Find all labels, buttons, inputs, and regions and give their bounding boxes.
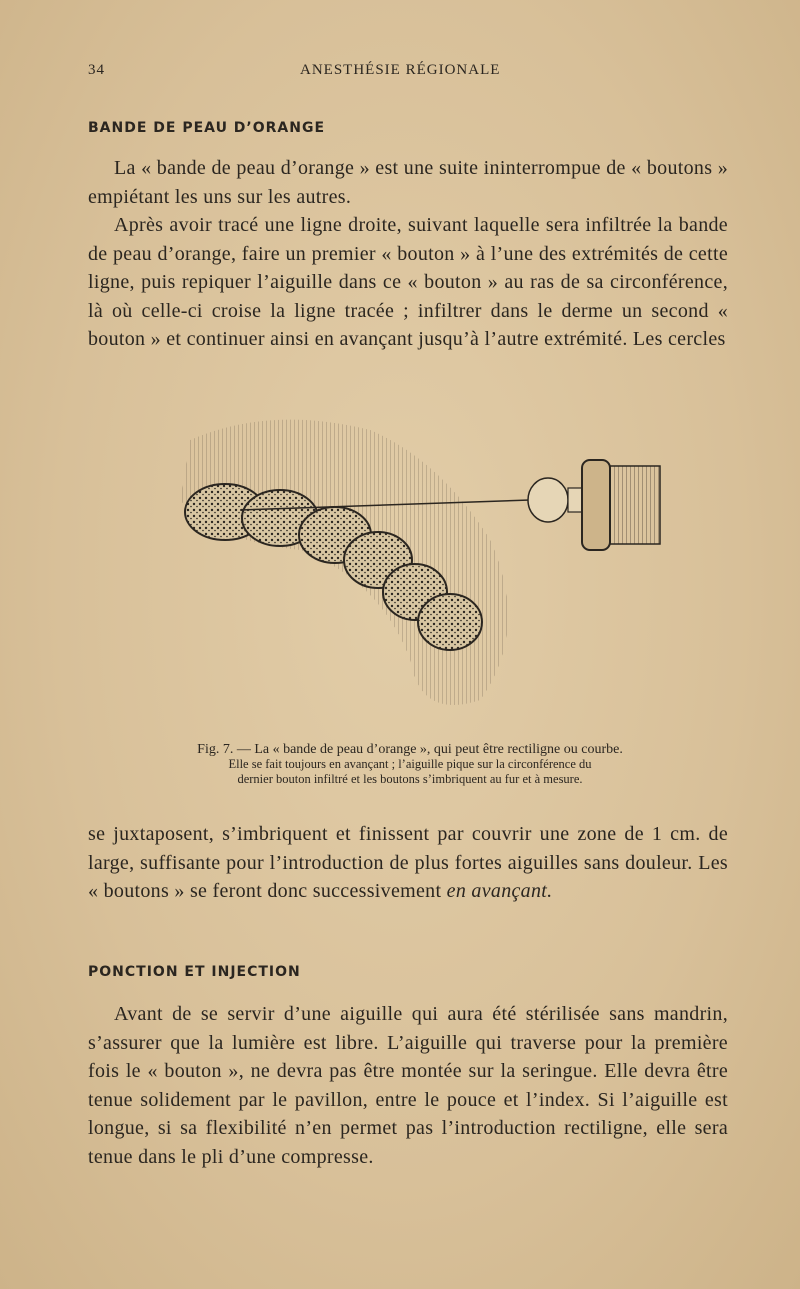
syringe-collar: [582, 460, 610, 550]
section1-body: [88, 154, 728, 354]
wheal: [418, 594, 482, 650]
section-heading-ponction: PONCTION ET INJECTION: [88, 964, 301, 980]
section-heading-bande: BANDE DE PEAU D’ORANGE: [88, 120, 326, 136]
paragraph: Avant de se servir d’une aiguille qui aura été stérilisée sans mandrin, s’assurer que la lumière est libre. L’aiguille qui traverse pour la première fois le « bouton », ne devra pas être montée sur la seringue. Elle devra être tenue solidement par le pavillon, entre le pouce et l’index. Si l’aiguille est longue, si sa flexibilité n’en permet pas l’introduction rectiligne, elle sera tenue dans le pli d’une compresse.: [88, 1003, 728, 1168]
figure-illustration: [150, 400, 670, 725]
paragraph: Après avoir tracé une ligne droite, suivant laquelle sera infiltrée la bande de peau d’orange, faire un premier « bouton » à l’une des extrémités de cette ligne, puis repiquer l’aiguille dans ce « bouton » au ras de sa circonférence, là où celle-ci croise la ligne tracée ; infiltrer dans le derme un second « bouton » et continuer ainsi en avançant jusqu’à l’autre extrémité. Les cercles: [88, 214, 728, 350]
running-title: ANESTHÉSIE RÉGIONALE: [300, 62, 501, 78]
paragraph: [88, 820, 728, 906]
continuation-italic: en avançant.: [446, 880, 553, 902]
page-number: 34: [88, 62, 105, 78]
figure-caption: [120, 742, 700, 787]
syringe-barrel: [610, 466, 660, 544]
caption-line: Elle se fait toujours en avançant ; l’aiguille pique sur la circonférence du: [228, 757, 592, 771]
continuation-body: [88, 820, 728, 906]
section2-body: [88, 1000, 728, 1171]
caption-line: Fig. 7. — La « bande de peau d’orange », qui peut être rectiligne ou courbe.: [197, 742, 623, 757]
paragraph: La « bande de peau d’orange » est une suite ininterrompue de « boutons » empiétant les uns sur les autres.: [88, 157, 728, 208]
caption-line: dernier bouton infiltré et les boutons s’imbriquent au fur et à mesure.: [237, 772, 583, 786]
continuation-text: se juxtaposent, s’imbriquent et finissent par couvrir une zone de 1 cm. de large, suffisante pour l’introduction de plus fortes aiguilles sans douleur. Les « boutons » se feront donc successivement: [88, 823, 728, 902]
needle-hub: [528, 478, 568, 522]
